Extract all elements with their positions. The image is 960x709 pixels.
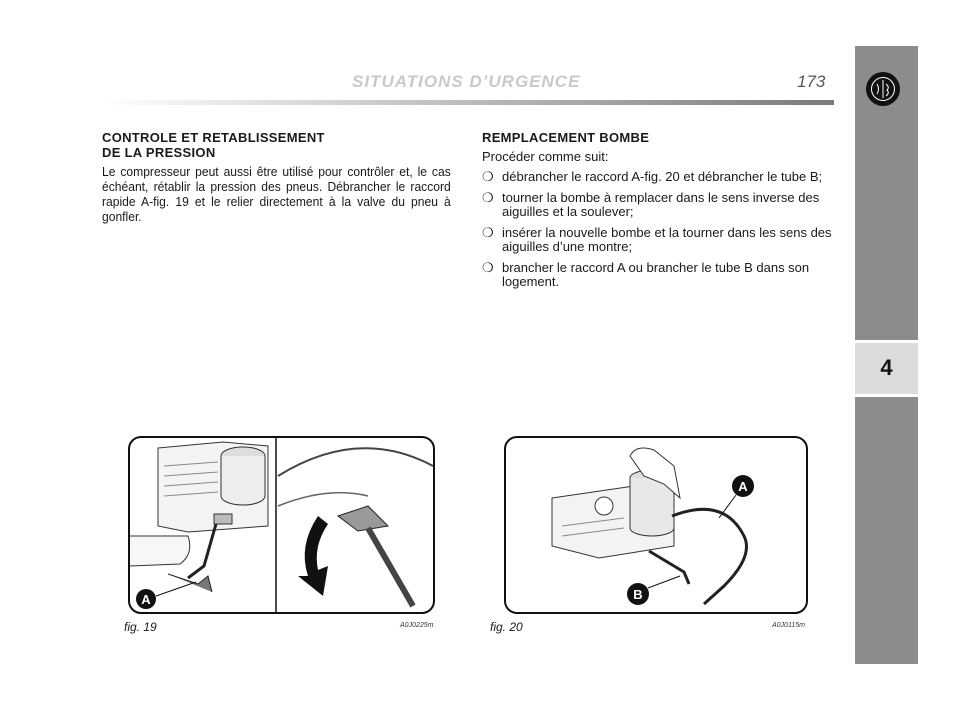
sidebar-tab-bottom [855,397,918,664]
page-number: 173 [797,72,826,91]
pressure-paragraph: Le compresseur peut aussi être utilisé pour contrôler et, le cas échéant, rétablir la pression des pneus. Débrancher le raccord rapide A-fig. 19 et le relier directement à la valve du pneu à gonfler. [102,164,451,224]
chapter-number: 4 [880,355,893,380]
heading-line-1: CONTROLE ET RETABLISSEMENT [102,130,325,145]
bullet-icon: ❍ [482,260,494,275]
figure-label-b: B [633,587,643,602]
figure-label-a: A [141,592,151,607]
bullet-icon: ❍ [482,169,494,184]
figure-label-a: A [738,479,748,494]
figure-20-code: A0J0115m [772,622,805,629]
brand-logo-icon [866,72,900,106]
bullet-icon: ❍ [482,190,494,205]
list-item: ❍ tourner la bombe à remplacer dans le sens inverse des aiguilles et la soulever; [482,190,820,219]
figure-19 [124,436,435,634]
section-heading-pressure [102,130,450,160]
section-heading-replacement: REMPLACEMENT BOMBE [482,130,650,145]
figure-20 [490,436,808,634]
figure-20-caption: fig. 20 [490,620,523,634]
procedure-steps [482,170,834,289]
right-column [482,130,834,296]
left-column [102,130,450,224]
running-header-title: SITUATIONS D’URGENCE [352,72,581,91]
list-item: ❍ insérer la nouvelle bombe et la tourner dans les sens des aiguilles d’une montre; [482,225,832,254]
figure-19-code: A0J0225m [400,622,434,629]
heading-line-2: DE LA PRESSION [102,145,216,160]
header-rule [102,100,834,105]
list-item: ❍ débrancher le raccord A-fig. 20 et débrancher le tube B; [482,169,823,184]
bullet-icon: ❍ [482,225,494,240]
figure-19-caption: fig. 19 [124,620,157,634]
list-item: ❍ brancher le raccord A ou brancher le tube B dans son logement. [482,260,810,289]
procedure-intro: Procéder comme suit: [482,149,609,164]
